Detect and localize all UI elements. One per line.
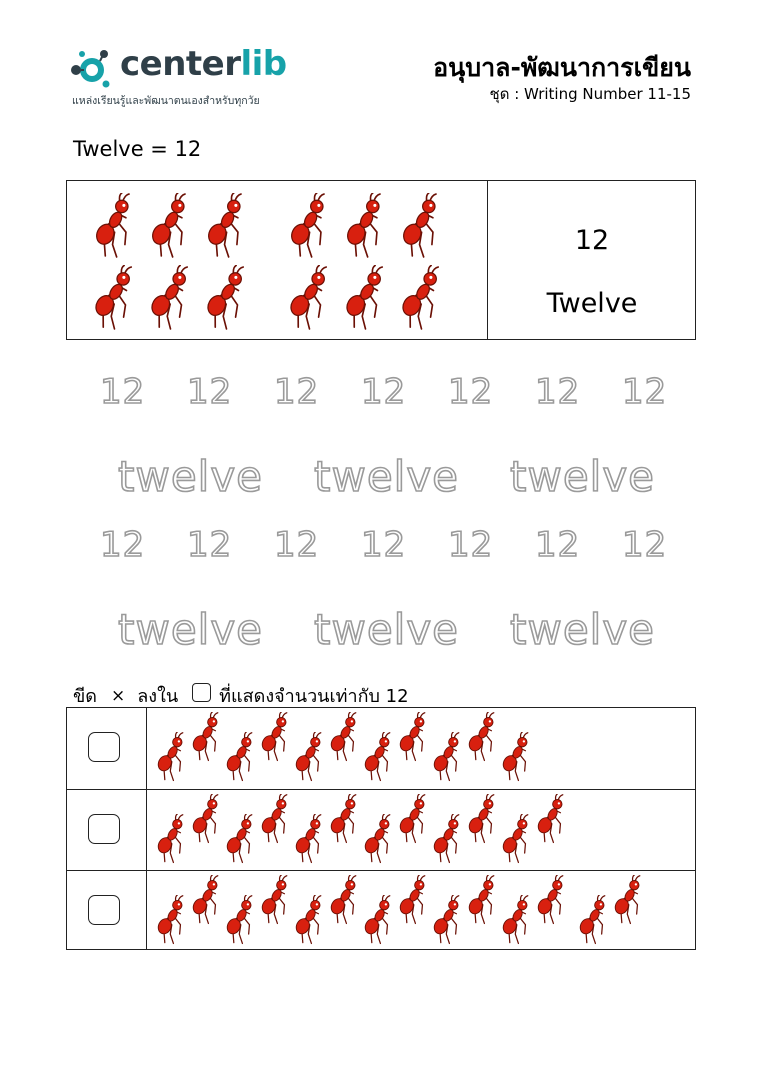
trace-word-row: [0, 452, 763, 502]
ant-icon: [433, 814, 464, 864]
instruction-part1: ขีด: [73, 686, 97, 707]
ant-icon: [151, 265, 192, 331]
trace-word: twelve: [118, 452, 264, 501]
ant-icon: [330, 712, 361, 762]
answer-checkbox[interactable]: [88, 895, 120, 925]
trace-word: twelve: [314, 452, 460, 501]
worksheet-title: อนุบาล-พัฒนาการเขียน: [433, 53, 691, 82]
ant-icon: [399, 794, 430, 844]
ant-icon: [157, 814, 188, 864]
ant-icon: [290, 193, 331, 259]
trace-number: 12: [361, 525, 407, 565]
answer-row: [67, 789, 695, 871]
instruction-line: [73, 681, 409, 710]
ant-icon: [192, 712, 223, 762]
ant-icon: [402, 193, 443, 259]
ant-icon: [399, 875, 430, 925]
centerlib-logo: [70, 42, 310, 112]
ant-icon: [330, 875, 361, 925]
ant-icon: [226, 895, 257, 945]
ant-icon: [537, 794, 568, 844]
intro-numeral: 12: [574, 225, 610, 256]
brand-tagline: แหล่งเรียนรู้และพัฒนาตนเองสำหรับทุกวัย: [72, 95, 260, 107]
ant-icon: [290, 265, 331, 331]
ant-icon: [157, 895, 188, 945]
trace-number: 12: [100, 525, 146, 565]
x-mark-icon: ×: [111, 685, 126, 706]
ant-icon: [95, 265, 136, 331]
ant-icon: [295, 814, 326, 864]
ant-icon: [151, 193, 192, 259]
ant-icon: [192, 875, 223, 925]
brand-name: centerlib: [120, 44, 287, 84]
ant-icon: [502, 814, 533, 864]
trace-word: twelve: [510, 452, 656, 501]
ant-icon: [207, 265, 248, 331]
ant-icon: [433, 732, 464, 782]
ant-icon: [346, 193, 387, 259]
ant-icon: [614, 875, 645, 925]
intro-ant-group: [91, 189, 471, 334]
number-heading: Twelve = 12: [73, 137, 202, 161]
trace-number: 12: [622, 525, 668, 565]
ant-icon: [468, 875, 499, 925]
ant-icon: [295, 895, 326, 945]
ant-icon: [226, 814, 257, 864]
answer-ant-strip: [155, 871, 685, 952]
trace-number: 12: [361, 372, 407, 412]
trace-number: 12: [535, 372, 581, 412]
checkbox-sample-icon: [192, 683, 211, 702]
ant-icon: [433, 895, 464, 945]
ant-icon: [261, 712, 292, 762]
ant-icon: [192, 794, 223, 844]
worksheet-subtitle: ชุด : Writing Number 11-15: [489, 85, 691, 103]
ant-icon: [402, 265, 443, 331]
ant-icon: [95, 193, 136, 259]
ant-icon: [364, 814, 395, 864]
answer-row: [67, 708, 695, 789]
trace-number: 12: [187, 372, 233, 412]
ant-icon: [330, 794, 361, 844]
answer-ant-strip: [155, 708, 685, 789]
instruction-part2: ลงใน: [137, 686, 179, 707]
answer-row: [67, 870, 695, 952]
trace-number: 12: [448, 372, 494, 412]
answer-checkbox[interactable]: [88, 732, 120, 762]
ant-icon: [364, 732, 395, 782]
trace-number: 12: [274, 372, 320, 412]
ant-icon: [346, 265, 387, 331]
trace-number: 12: [622, 372, 668, 412]
intro-word: Twelve: [546, 288, 638, 319]
ant-icon: [157, 732, 188, 782]
trace-number: 12: [448, 525, 494, 565]
trace-number-row: [0, 525, 763, 575]
trace-word-row: [0, 605, 763, 655]
trace-number: 12: [187, 525, 233, 565]
ant-icon: [295, 732, 326, 782]
ant-icon: [399, 712, 430, 762]
answer-ant-strip: [155, 790, 685, 871]
ant-icon: [502, 895, 533, 945]
ant-icon: [261, 794, 292, 844]
instruction-part3: ที่แสดงจำนวนเท่ากับ 12: [219, 686, 409, 707]
ant-icon: [468, 712, 499, 762]
trace-word: twelve: [118, 605, 264, 654]
ant-icon: [502, 732, 533, 782]
trace-number: 12: [100, 372, 146, 412]
ant-icon: [226, 732, 257, 782]
intro-box: [66, 180, 696, 340]
molecule-logo-icon: [70, 46, 118, 90]
ant-icon: [468, 794, 499, 844]
trace-number-row: [0, 372, 763, 422]
answer-table: [66, 707, 696, 950]
trace-number: 12: [535, 525, 581, 565]
ant-icon: [364, 895, 395, 945]
trace-word: twelve: [510, 605, 656, 654]
trace-word: twelve: [314, 605, 460, 654]
trace-number: 12: [274, 525, 320, 565]
ant-icon: [207, 193, 248, 259]
answer-checkbox[interactable]: [88, 814, 120, 844]
ant-icon: [261, 875, 292, 925]
ant-icon: [537, 875, 568, 925]
ant-icon: [579, 895, 610, 945]
